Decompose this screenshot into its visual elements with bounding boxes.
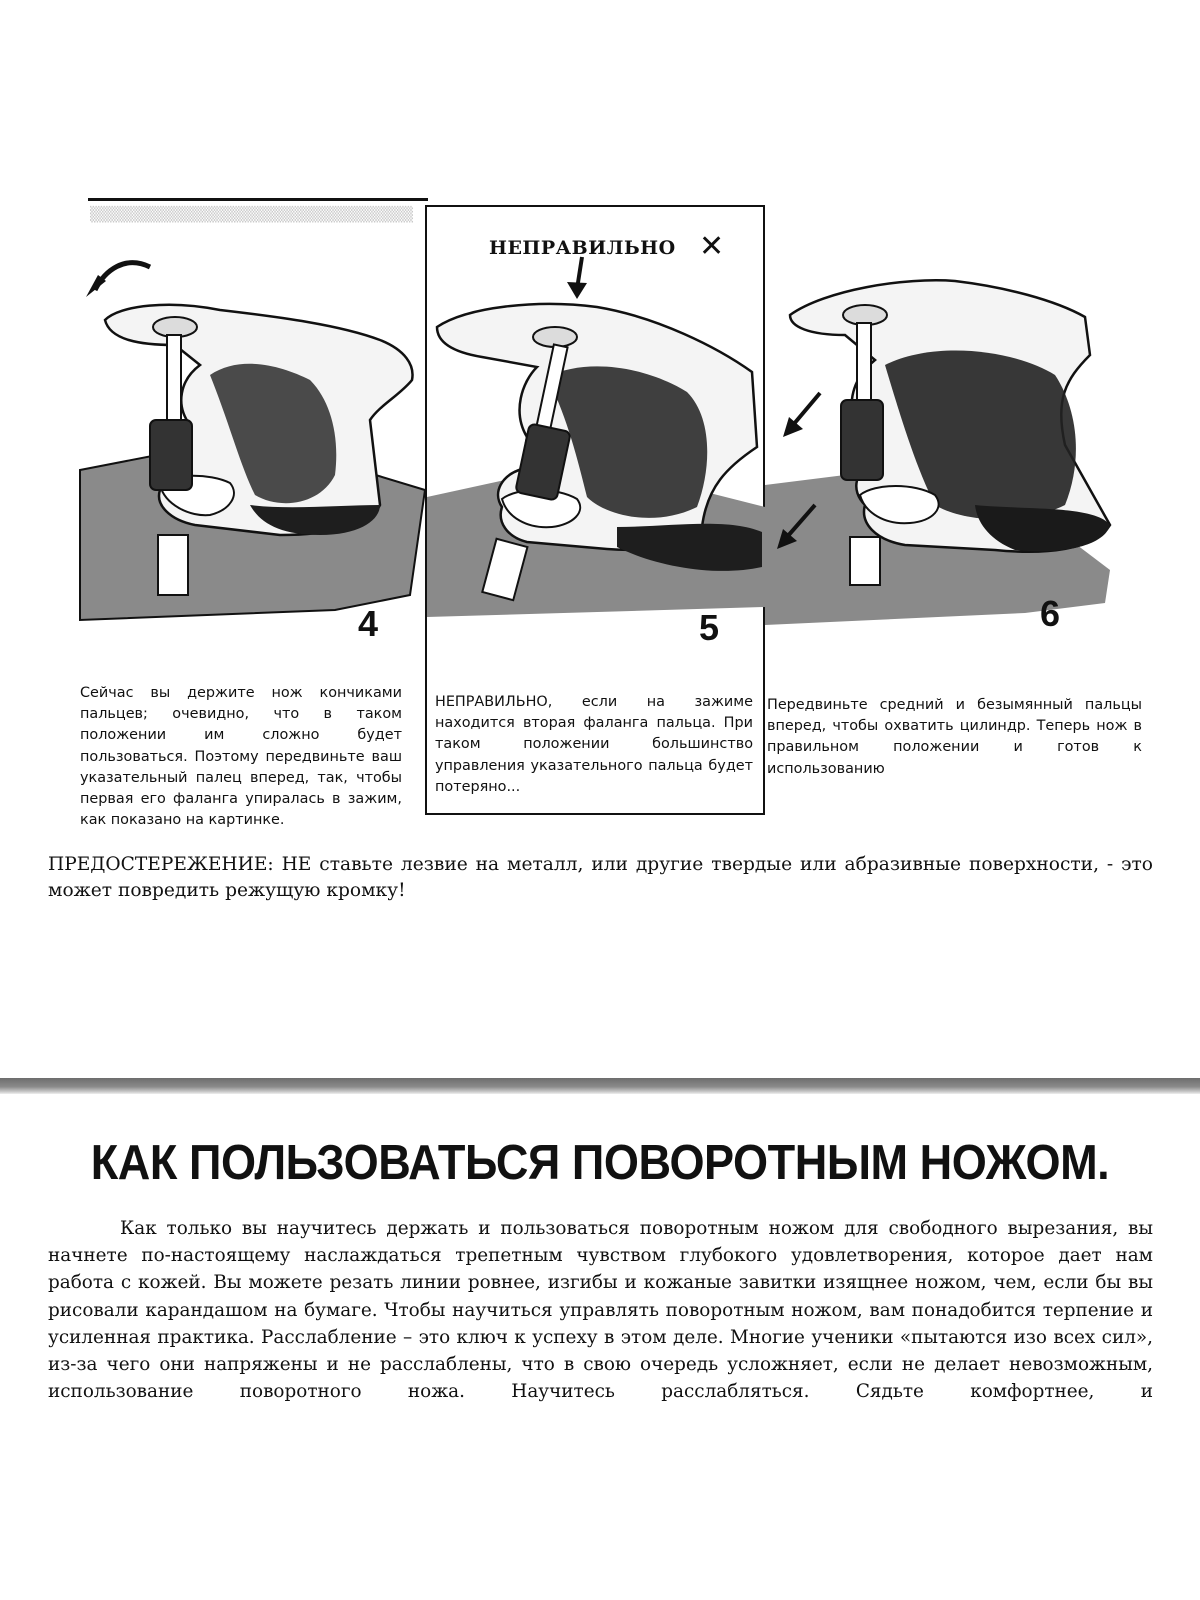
wrong-label: НЕПРАВИЛЬНО — [489, 237, 676, 259]
warning-note: ПРЕДОСТЕРЕЖЕНИЕ: НЕ ставьте лезвие на металл, или другие твердые или абразивные поверхности, - это может повредить режущую кромку! — [48, 854, 1153, 901]
knife-blade — [850, 537, 880, 585]
step-number: 4 — [358, 603, 379, 644]
step-caption: Сейчас вы держите нож кончиками пальцев; очевидно, что в таком положении им сложно будет пользоваться. Поэтому передвиньте ваш указательный палец вперед, так, чтобы первая его фаланга упиралась в зажим, как показано на картинке. — [80, 685, 402, 829]
knife-blade — [158, 535, 188, 595]
step-number: 6 — [1040, 593, 1061, 634]
illustration-panel-4 — [80, 205, 425, 829]
step-caption: Передвиньте средний и безымянный пальцы вперед, чтобы охватить цилиндр. Теперь нож в правильном положении и готов к использованию — [767, 697, 1142, 777]
wrong-x-icon: ✕ — [699, 229, 725, 264]
step-caption: НЕПРАВИЛЬНО, если на зажиме находится вторая фаланга пальца. При таком положении большинство управления указательного пальца будет потеряно... — [435, 694, 753, 795]
knife-barrel — [841, 400, 883, 480]
background-text: ▒▒▒▒▒▒▒▒▒▒▒▒▒▒▒▒▒▒▒▒▒▒▒▒▒▒▒▒▒▒ — [90, 207, 413, 223]
knife-shaft — [167, 335, 181, 425]
illustration-panel-6 — [765, 205, 1165, 815]
section-heading: КАК ПОЛЬЗОВАТЬСЯ ПОВОРОТНЫМ НОЖОМ. — [90, 1136, 1110, 1190]
page-divider — [0, 1078, 1200, 1094]
top-rule — [88, 198, 428, 201]
curved-arrow-icon — [95, 263, 150, 290]
knife-barrel — [150, 420, 192, 490]
body-paragraph: Как только вы научитесь держать и пользоваться поворотным ножом для свободного вырезания, вы начнете по-настоящему наслаждаться трепетным чувством глубокого удовлетворения, которое дает нам работа с кожей. Вы можете резать линии ровнее, изгибы и кожаные завитки изящнее ножом, чем, если бы вы рисовали карандашом на бумаге. Чтобы научиться управлять поворотным ножом, вам понадобится терпение и усиленная практика. Расслабление – это ключ к успеху в этом деле. Многие ученики «пытаются изо всех сил», из-за чего они напряжены и не расслаблены, что в свою очередь усложняет, если не делает невозможным, использование поворотного ножа. Научитесь расслабляться. Сядьте комфортнее, и — [48, 1218, 1153, 1403]
illustration-panel-5 — [425, 205, 765, 815]
step-number: 5 — [699, 607, 720, 648]
knife-shaft — [857, 323, 871, 403]
diagonal-arrow-icon — [793, 393, 820, 425]
